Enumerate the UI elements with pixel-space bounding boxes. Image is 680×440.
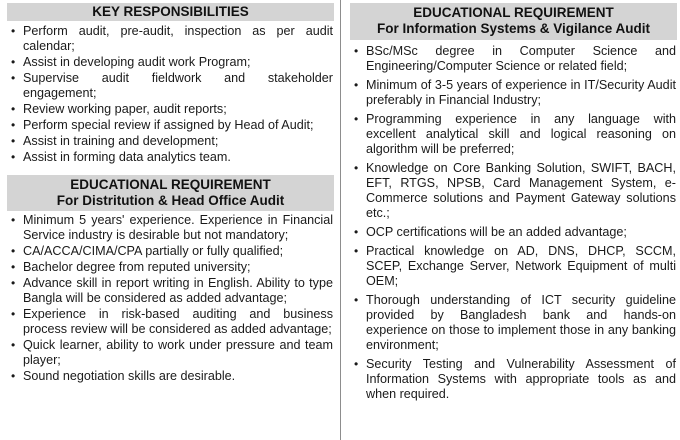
list-item bbox=[350, 244, 676, 289]
list-item-text: Security Testing and Vulnerability Assessment of Information Systems with appropriate tools as and when required. bbox=[366, 357, 676, 401]
list-item bbox=[7, 55, 333, 70]
bullet-icon: • bbox=[354, 44, 359, 58]
is-va-requirement-list bbox=[350, 44, 676, 406]
bullet-icon: • bbox=[354, 161, 359, 175]
bullet-icon: • bbox=[354, 357, 359, 371]
bullet-icon: • bbox=[11, 118, 16, 132]
list-item bbox=[7, 276, 333, 306]
is-va-requirement-title: EDUCATIONAL REQUIREMENT bbox=[413, 5, 614, 20]
list-item bbox=[7, 134, 333, 149]
list-item bbox=[7, 307, 333, 337]
bullet-icon: • bbox=[11, 260, 16, 274]
list-item bbox=[350, 112, 676, 157]
list-item bbox=[7, 150, 333, 165]
list-item bbox=[7, 213, 333, 243]
key-responsibilities-list bbox=[7, 24, 333, 166]
bullet-icon: • bbox=[11, 102, 16, 116]
bullet-icon: • bbox=[11, 71, 16, 85]
list-item-text: Practical knowledge on AD, DNS, DHCP, SCCM, SCEP, Exchange Server, Network Equipment of multi OEM; bbox=[366, 244, 676, 288]
list-item bbox=[7, 244, 333, 259]
list-item-text: Minimum 5 years' experience. Experience in Financial Service industry is desirable but not mandatory; bbox=[23, 213, 333, 242]
list-item bbox=[7, 118, 333, 133]
list-item-text: Review working paper, audit reports; bbox=[23, 102, 227, 116]
list-item bbox=[7, 260, 333, 275]
distribution-requirement-heading bbox=[7, 175, 334, 211]
list-item-text: Knowledge on Core Banking Solution, SWIFT, BACH, EFT, RTGS, NPSB, Card Management System, e-Commerce solutions and Payment Gateway solutions etc.; bbox=[366, 161, 676, 220]
bullet-icon: • bbox=[11, 244, 16, 258]
bullet-icon: • bbox=[11, 134, 16, 148]
list-item-text: Quick learner, ability to work under pressure and team player; bbox=[23, 338, 333, 367]
list-item-text: CA/ACCA/CIMA/CPA partially or fully qualified; bbox=[23, 244, 284, 258]
bullet-icon: • bbox=[354, 78, 359, 92]
bullet-icon: • bbox=[11, 338, 16, 352]
is-va-requirement-subtitle: For Information Systems & Vigilance Audit bbox=[376, 21, 651, 36]
bullet-icon: • bbox=[354, 293, 359, 307]
list-item-text: Thorough understanding of ICT security guideline provided by Bangladesh bank and hands-on experience on those to implement those in any banking environment; bbox=[366, 293, 676, 352]
bullet-icon: • bbox=[11, 24, 16, 38]
list-item bbox=[7, 369, 333, 384]
bullet-icon: • bbox=[354, 244, 359, 258]
list-item-text: Perform special review if assigned by Head of Audit; bbox=[23, 118, 314, 132]
bullet-icon: • bbox=[11, 55, 16, 69]
list-item bbox=[350, 78, 676, 108]
list-item-text: Assist in forming data analytics team. bbox=[23, 150, 231, 164]
distribution-requirement-subtitle: For Distritution & Head Office Audit bbox=[56, 193, 285, 208]
list-item-text: Programming experience in any language with excellent analytical skill and logical reasoning on algorithm will be preferred; bbox=[366, 112, 676, 156]
list-item-text: Experience in risk-based auditing and business process review will be considered as added advantage; bbox=[23, 307, 333, 336]
list-item-text: Supervise audit fieldwork and stakeholder engagement; bbox=[23, 71, 333, 100]
list-item bbox=[7, 338, 333, 368]
bullet-icon: • bbox=[11, 369, 16, 383]
bullet-icon: • bbox=[11, 150, 16, 164]
list-item bbox=[350, 357, 676, 402]
bullet-icon: • bbox=[11, 276, 16, 290]
bullet-icon: • bbox=[11, 213, 16, 227]
list-item-text: Assist in training and development; bbox=[23, 134, 219, 148]
bullet-icon: • bbox=[11, 307, 16, 321]
list-item bbox=[7, 71, 333, 101]
list-item bbox=[350, 44, 676, 74]
list-item bbox=[7, 102, 333, 117]
list-item-text: Perform audit, pre-audit, inspection as per audit calendar; bbox=[23, 24, 333, 53]
list-item bbox=[350, 225, 676, 240]
distribution-requirement-list bbox=[7, 213, 333, 385]
distribution-requirement-title: EDUCATIONAL REQUIREMENT bbox=[70, 177, 271, 192]
list-item-text: Sound negotiation skills are desirable. bbox=[23, 369, 236, 383]
is-va-requirement-heading bbox=[350, 3, 677, 40]
bullet-icon: • bbox=[354, 225, 359, 239]
list-item-text: OCP certifications will be an added advantage; bbox=[366, 225, 627, 239]
right-column bbox=[340, 0, 680, 440]
list-item-text: Advance skill in report writing in English. Ability to type Bangla will be considered as added advantage; bbox=[23, 276, 333, 305]
list-item-text: BSc/MSc degree in Computer Science and Engineering/Computer Science or related field; bbox=[366, 44, 676, 73]
list-item bbox=[350, 293, 676, 353]
list-item bbox=[350, 161, 676, 221]
list-item-text: Minimum of 3-5 years of experience in IT/Security Audit preferably in Financial Industry; bbox=[366, 78, 676, 107]
list-item-text: Assist in developing audit work Program; bbox=[23, 55, 251, 69]
key-responsibilities-title: KEY RESPONSIBILITIES bbox=[92, 4, 249, 19]
key-responsibilities-heading bbox=[7, 3, 334, 21]
list-item-text: Bachelor degree from reputed university; bbox=[23, 260, 251, 274]
list-item bbox=[7, 24, 333, 54]
bullet-icon: • bbox=[354, 112, 359, 126]
